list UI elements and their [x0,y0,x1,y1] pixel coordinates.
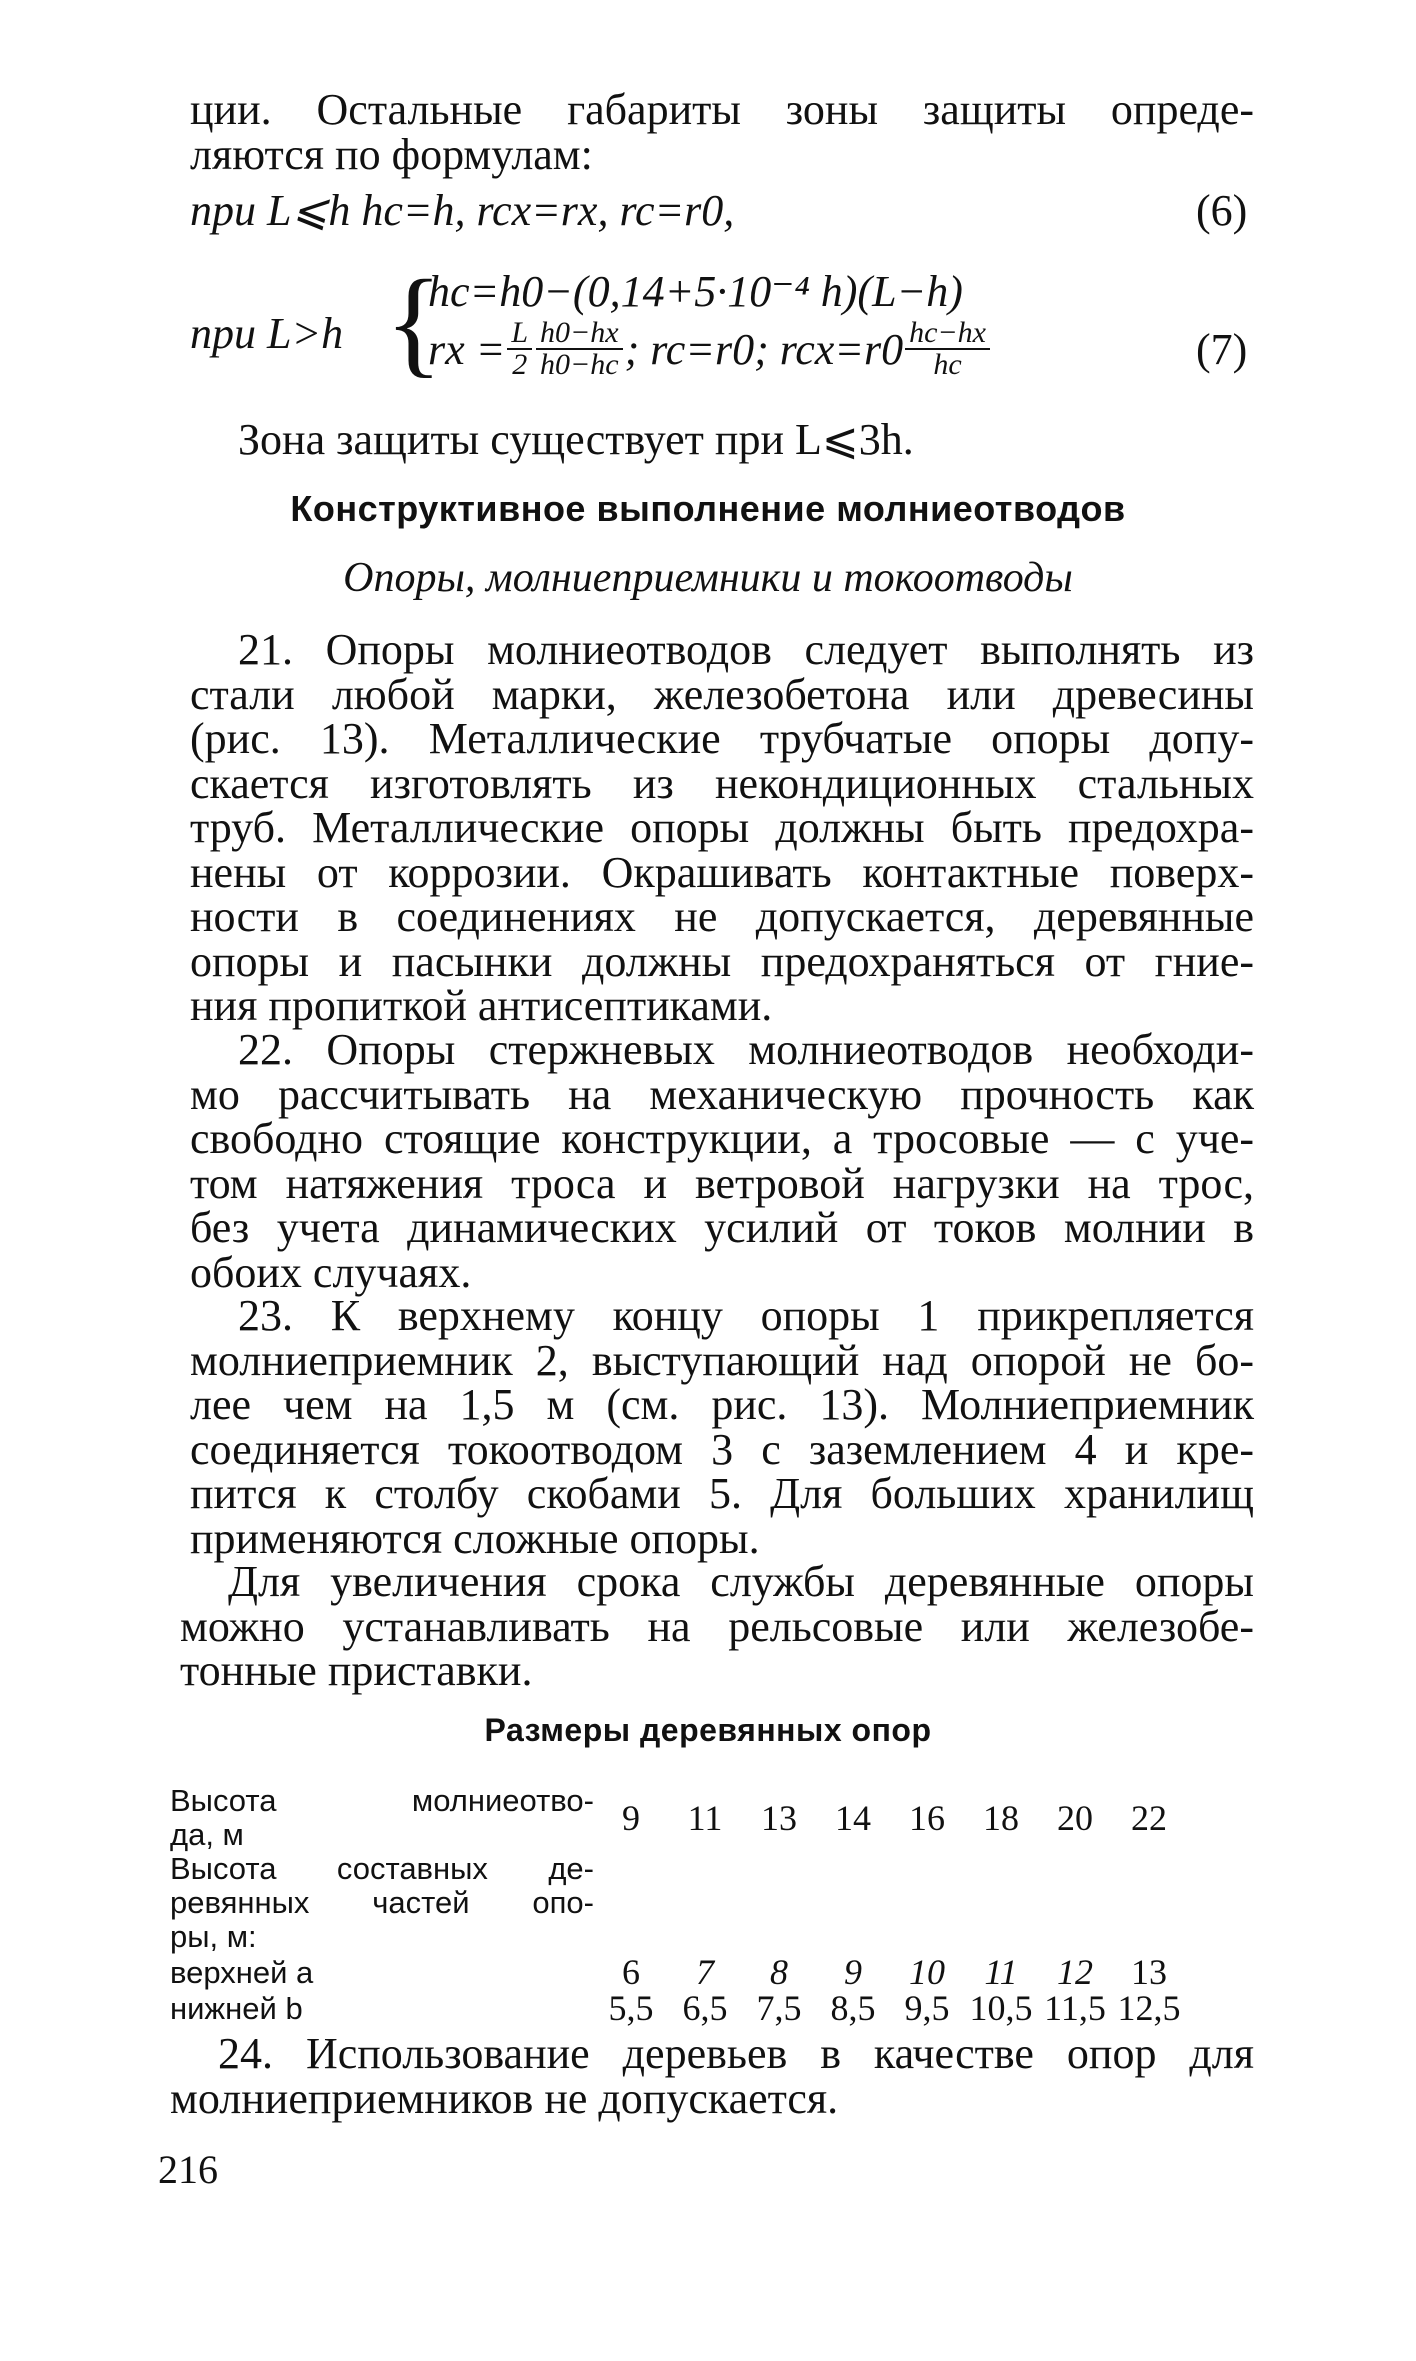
paragraph-supports [180,1557,1254,1695]
formula-7-brace: { [385,255,443,388]
table-cell: 9 [844,1952,862,1992]
table-row [170,1990,1186,2026]
text-line: Для увеличения срока службы деревянные опоры [228,1557,1254,1606]
formula-7-rx: rx = [428,324,506,374]
text-line: без учета динамических усилий от токов молнии в [190,1203,1254,1252]
formula-6: при L⩽h hc=h, rcx=rx, rc=r0, [190,186,735,235]
table-cell: 16 [909,1798,945,1838]
zone-note: Зона защиты существует при L⩽3h. [238,415,914,464]
section-heading: Конструктивное выполнение молниеотводов [290,488,1126,529]
formula-7-fraction-rcx: $\frac{hc-hx}{hc}$ [905,318,990,380]
text-line: (рис. 13). Металлические трубчатые опоры допу- [190,714,1254,763]
table-cell: 13 [1131,1952,1167,1992]
text-line: 23. К верхнему концу опоры 1 прикрепляется [238,1291,1254,1340]
text-line: том натяжения троса и ветровой нагрузки на трос, [190,1158,1254,1208]
table-cell: 7,5 [756,1988,802,2028]
formula-6-number: (6) [1196,186,1248,235]
table-row-label: верхней a [170,1955,314,1990]
text-line: 22. Опоры стержневых молниеотводов необходи- [238,1025,1254,1074]
text-line: обоих случаях. [190,1247,472,1297]
intro-line-1: ции. Остальные габариты зоны защиты опреде- [190,85,1254,134]
text-line: пится к столбу скобами 5. Для больших хранилищ [190,1469,1254,1518]
formula-7-line-2 [428,318,992,380]
table-cell: 7 [696,1952,714,1992]
table-cell: 12,5 [1117,1988,1181,2028]
text-line: стали любой марки, железобетона или древесины [190,669,1254,719]
text-line: ности в соединениях не допускается, деревянные [190,892,1254,941]
paragraph-22 [190,1025,1254,1297]
text-line: молниеприемник 2, выступающий над опорой не бо- [190,1335,1254,1385]
text-line: труб. Металлические опоры должны быть предохра- [190,803,1254,852]
table-row-label: нижней b [170,1991,303,2026]
text-line: свободно стоящие конструкции, а тросовые — с уче- [190,1114,1254,1163]
table-cell: 14 [835,1798,871,1838]
table-row-label: Высота составных де- ревянных частей опо- ры, м: [170,1851,594,1954]
text-line: мо рассчитывать на механическую прочность как [190,1069,1254,1119]
intro-line-2: ляются по формулам: [190,129,593,179]
text-line: 24. Использование деревьев в качестве опор для [218,2029,1254,2078]
table-cell: 11 [984,1952,1018,1992]
table-cell: 8 [770,1952,788,1992]
formula-7-fraction-h: $\frac{h0-hx}{h0-hc}$ [536,318,623,380]
paragraph-21 [190,625,1254,1030]
text-line: нены от коррозии. Окрашивать контактные поверх- [190,847,1254,897]
table-row [170,1954,1186,1990]
formula-7-number: (7) [1196,325,1248,374]
table-cell: 10,5 [969,1988,1033,2028]
table-row-label: Высота молниеотво- да, м [170,1783,594,1852]
page-number: 216 [158,2147,218,2192]
section-subheading: Опоры, молниеприемники и токоотводы [343,555,1073,601]
text-line: соединяется токоотводом 3 с заземлением 4 и кре- [190,1424,1254,1474]
text-line: лее чем на 1,5 м (см. рис. 13). Молниеприемник [190,1380,1254,1429]
table-cell: 9,5 [904,1988,950,2028]
table-cell-empty [594,1852,1186,1954]
table-cell: 18 [983,1798,1019,1838]
paragraph-23 [190,1291,1254,1563]
table-cell: 22 [1131,1798,1167,1838]
formula-7-mid: ; rc=r0; rcx=r0 [624,324,904,374]
text-line: ния пропиткой антисептиками. [190,981,773,1030]
intro-paragraph [190,85,1254,179]
table-row [170,1784,1186,1852]
table-cell: 11 [687,1798,723,1838]
text-line: молниеприемников не допускается. [170,2073,839,2123]
table-cell: 6 [622,1952,640,1992]
text-line: можно устанавливать на рельсовые или железобе- [180,1601,1254,1651]
text-line: опоры и пасынки должны предохраняться от гние- [190,936,1254,986]
table-cell: 11,5 [1044,1988,1106,2028]
table-row [170,1852,1186,1954]
table-cell: 20 [1057,1798,1093,1838]
table-cell: 9 [622,1798,640,1838]
table-cell: 12 [1057,1952,1093,1992]
text-line: тонные приставки. [180,1646,533,1695]
table-cell: 6,5 [682,1988,728,2028]
text-line: скается изготовлять из некондиционных стальных [190,758,1254,808]
text-line: 21. Опоры молниеотводов следует выполнять из [238,625,1254,674]
table-cell: 10 [909,1952,945,1992]
formula-7-prefix: при L>h [190,309,344,358]
text-line: применяются сложные опоры. [190,1513,760,1563]
table-cell: 13 [761,1798,797,1838]
formula-7-line-1: hc=h0−(0,14+5·10⁻⁴ h)(L−h) [428,267,963,316]
sizes-table [170,1784,1186,2026]
formula-7-fraction-l2: $\frac{L}{2}$ [507,318,532,380]
table-cell: 5,5 [608,1988,654,2028]
table-cell: 8,5 [830,1988,876,2028]
table-title: Размеры деревянных опор [484,1712,932,1748]
paragraph-24 [170,2029,1254,2123]
